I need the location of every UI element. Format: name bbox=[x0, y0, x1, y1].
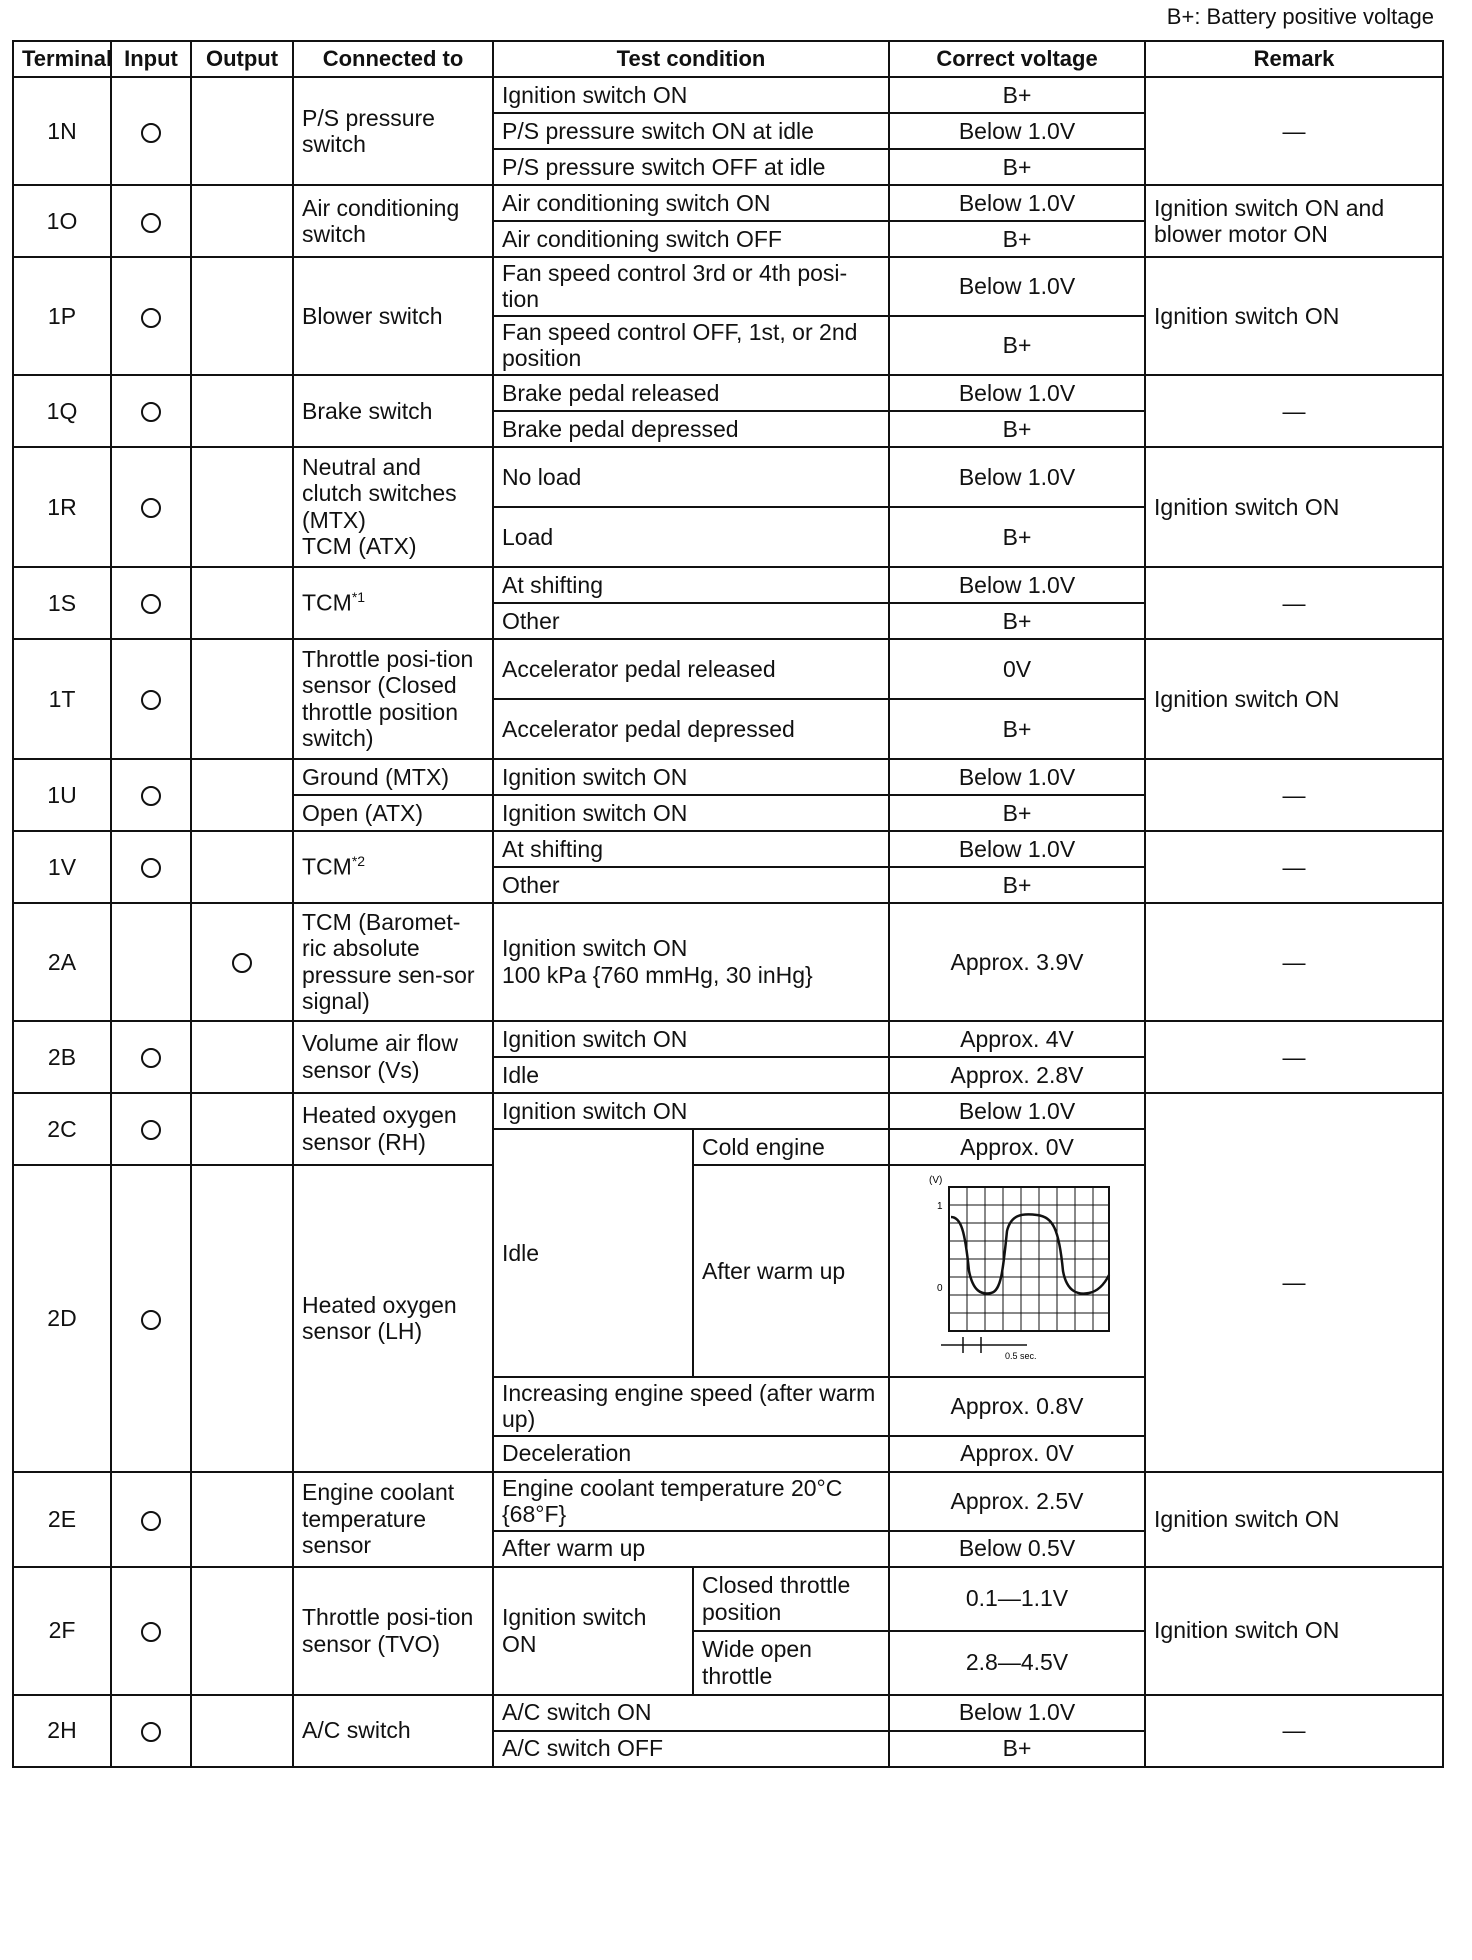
table-row bbox=[13, 1695, 1443, 1731]
input-mark bbox=[111, 1695, 191, 1767]
terminal-cell: 1P bbox=[13, 257, 111, 375]
voltage-cell: Below 1.0V bbox=[889, 759, 1145, 795]
voltage-cell: Below 0.5V bbox=[889, 1531, 1145, 1567]
connected-cell: P/S pressure switch bbox=[293, 77, 493, 185]
output-cell bbox=[191, 759, 293, 831]
remark-cell: — bbox=[1145, 1021, 1443, 1093]
remark-cell: — bbox=[1145, 77, 1443, 185]
header-remark: Remark bbox=[1145, 41, 1443, 77]
input-mark bbox=[111, 1021, 191, 1093]
output-cell bbox=[191, 257, 293, 375]
input-mark bbox=[111, 567, 191, 639]
table-row bbox=[13, 1472, 1443, 1531]
subcondition-cell: Wide open throttle bbox=[693, 1631, 889, 1695]
connected-cell: Volume air flow sensor (Vs) bbox=[293, 1021, 493, 1093]
connected-text: TCM bbox=[302, 853, 352, 880]
table-row bbox=[13, 1021, 1443, 1057]
table-row bbox=[13, 447, 1443, 507]
battery-voltage-note: B+: Battery positive voltage bbox=[1166, 4, 1434, 29]
input-cell bbox=[111, 903, 191, 1021]
input-mark bbox=[111, 759, 191, 831]
output-cell bbox=[191, 1567, 293, 1695]
table-row bbox=[13, 1093, 1443, 1129]
input-mark bbox=[111, 257, 191, 375]
input-mark bbox=[111, 375, 191, 447]
condition-cell: Brake pedal released bbox=[493, 375, 889, 411]
header-connected-to: Connected to bbox=[293, 41, 493, 77]
output-cell bbox=[191, 375, 293, 447]
condition-cell: Ignition switch ON bbox=[493, 1567, 693, 1695]
condition-cell: Ignition switch ON bbox=[493, 1093, 889, 1129]
condition-cell: Fan speed control 3rd or 4th posi-tion bbox=[493, 257, 889, 316]
terminal-cell: 1O bbox=[13, 185, 111, 257]
header-terminal: Terminal bbox=[13, 41, 111, 77]
remark-cell: Ignition switch ON bbox=[1145, 447, 1443, 567]
header-output: Output bbox=[191, 41, 293, 77]
condition-cell bbox=[493, 903, 889, 1021]
condition-cell: A/C switch OFF bbox=[493, 1731, 889, 1767]
condition-cell: Other bbox=[493, 603, 889, 639]
terminal-cell: 2C bbox=[13, 1093, 111, 1165]
terminal-cell: 1T bbox=[13, 639, 111, 759]
input-mark bbox=[111, 77, 191, 185]
connected-text: TCM bbox=[302, 589, 352, 616]
remark-cell: Ignition switch ON bbox=[1145, 1472, 1443, 1567]
footnote-mark: *1 bbox=[351, 589, 366, 606]
output-cell bbox=[191, 1093, 293, 1165]
condition-cell: Brake pedal depressed bbox=[493, 411, 889, 447]
output-cell bbox=[191, 1021, 293, 1093]
remark-cell: — bbox=[1145, 567, 1443, 639]
condition-cell: Other bbox=[493, 867, 889, 903]
connected-cell bbox=[293, 567, 493, 639]
voltage-cell: Approx. 0V bbox=[889, 1129, 1145, 1165]
table-row bbox=[13, 639, 1443, 699]
output-cell bbox=[191, 185, 293, 257]
output-cell bbox=[191, 447, 293, 567]
terminal-cell: 2A bbox=[13, 903, 111, 1021]
remark-cell: — bbox=[1145, 759, 1443, 831]
input-mark bbox=[111, 831, 191, 903]
condition-cell: P/S pressure switch OFF at idle bbox=[493, 149, 889, 185]
voltage-cell: Below 1.0V bbox=[889, 185, 1145, 221]
footnote-mark: *2 bbox=[351, 853, 366, 870]
condition-cell: Accelerator pedal depressed bbox=[493, 699, 889, 759]
condition-cell: Air conditioning switch ON bbox=[493, 185, 889, 221]
connected-cell: Heated oxygen sensor (RH) bbox=[293, 1093, 493, 1165]
remark-cell: Ignition switch ON bbox=[1145, 1567, 1443, 1695]
remark-cell: Ignition switch ON bbox=[1145, 639, 1443, 759]
voltage-cell: 0.1—1.1V bbox=[889, 1567, 1145, 1631]
voltage-cell: Approx. 0.8V bbox=[889, 1377, 1145, 1436]
connected-line: Neutral and clutch switches (MTX) bbox=[302, 453, 457, 533]
connected-cell: Ground (MTX) bbox=[293, 759, 493, 795]
voltage-cell: B+ bbox=[889, 867, 1145, 903]
voltage-cell: B+ bbox=[889, 603, 1145, 639]
terminal-cell: 1V bbox=[13, 831, 111, 903]
output-cell bbox=[191, 639, 293, 759]
voltage-cell: Approx. 2.8V bbox=[889, 1057, 1145, 1093]
header-correct-voltage: Correct voltage bbox=[889, 41, 1145, 77]
condition-cell: At shifting bbox=[493, 831, 889, 867]
remark-cell: Ignition switch ON bbox=[1145, 257, 1443, 375]
input-mark bbox=[111, 639, 191, 759]
input-mark bbox=[111, 1093, 191, 1165]
voltage-cell: 0V bbox=[889, 639, 1145, 699]
table-row bbox=[13, 759, 1443, 795]
connected-line: TCM (ATX) bbox=[302, 533, 417, 560]
connected-cell bbox=[293, 831, 493, 903]
connected-cell: A/C switch bbox=[293, 1695, 493, 1767]
connected-cell: Open (ATX) bbox=[293, 795, 493, 831]
terminal-cell: 1N bbox=[13, 77, 111, 185]
waveform-y-top-label: 1 bbox=[937, 1200, 943, 1212]
condition-cell: No load bbox=[493, 447, 889, 507]
connected-cell: Throttle posi-tion sensor (TVO) bbox=[293, 1567, 493, 1695]
terminal-cell: 1U bbox=[13, 759, 111, 831]
waveform-y-zero-label: 0 bbox=[937, 1282, 943, 1294]
subcondition-cell: Cold engine bbox=[693, 1129, 889, 1165]
remark-cell: — bbox=[1145, 1093, 1443, 1472]
voltage-cell: B+ bbox=[889, 149, 1145, 185]
header-input: Input bbox=[111, 41, 191, 77]
condition-cell: P/S pressure switch ON at idle bbox=[493, 113, 889, 149]
voltage-cell: 2.8—4.5V bbox=[889, 1631, 1145, 1695]
voltage-cell: Approx. 4V bbox=[889, 1021, 1145, 1057]
connected-cell: TCM (Baromet-ric absolute pressure sen-sor signal) bbox=[293, 903, 493, 1021]
waveform-grid bbox=[949, 1187, 1109, 1331]
condition-cell: After warm up bbox=[493, 1531, 889, 1567]
condition-cell: Fan speed control OFF, 1st, or 2nd position bbox=[493, 316, 889, 375]
terminal-cell: 1Q bbox=[13, 375, 111, 447]
condition-cell: Engine coolant temperature 20°C {68°F} bbox=[493, 1472, 889, 1531]
output-cell bbox=[191, 1165, 293, 1472]
voltage-cell: B+ bbox=[889, 699, 1145, 759]
condition-cell: Idle bbox=[493, 1129, 693, 1377]
table-row bbox=[13, 903, 1443, 1021]
output-cell bbox=[191, 77, 293, 185]
condition-cell: Ignition switch ON bbox=[493, 759, 889, 795]
input-mark bbox=[111, 1567, 191, 1695]
terminal-cell: 2F bbox=[13, 1567, 111, 1695]
table-row bbox=[13, 375, 1443, 411]
voltage-cell: Below 1.0V bbox=[889, 447, 1145, 507]
oxygen-sensor-waveform bbox=[917, 1171, 1117, 1371]
connected-cell bbox=[293, 447, 493, 567]
table-row bbox=[13, 77, 1443, 113]
voltage-cell: B+ bbox=[889, 1731, 1145, 1767]
remark-cell: Ignition switch ON and blower motor ON bbox=[1145, 185, 1443, 257]
waveform-cell bbox=[889, 1165, 1145, 1377]
subcondition-cell: Closed throttle position bbox=[693, 1567, 889, 1631]
voltage-cell: Approx. 0V bbox=[889, 1436, 1145, 1472]
table-row bbox=[13, 567, 1443, 603]
table-header-row bbox=[13, 41, 1443, 77]
waveform-time-label: 0.5 sec. bbox=[1005, 1350, 1037, 1361]
condition-line: 100 kPa {760 mmHg, 30 inHg} bbox=[502, 961, 813, 988]
voltage-cell: Approx. 2.5V bbox=[889, 1472, 1145, 1531]
voltage-cell: B+ bbox=[889, 795, 1145, 831]
terminal-cell: 2B bbox=[13, 1021, 111, 1093]
condition-cell: Accelerator pedal released bbox=[493, 639, 889, 699]
voltage-cell: Below 1.0V bbox=[889, 257, 1145, 316]
terminal-cell: 1S bbox=[13, 567, 111, 639]
condition-cell: Idle bbox=[493, 1057, 889, 1093]
condition-line: Ignition switch ON bbox=[502, 935, 688, 962]
voltage-cell: Approx. 3.9V bbox=[889, 903, 1145, 1021]
subcondition-cell: After warm up bbox=[693, 1165, 889, 1377]
condition-cell: Increasing engine speed (after warm up) bbox=[493, 1377, 889, 1436]
terminal-cell: 2E bbox=[13, 1472, 111, 1567]
input-mark bbox=[111, 1165, 191, 1472]
voltage-cell: Below 1.0V bbox=[889, 1695, 1145, 1731]
remark-cell: — bbox=[1145, 1695, 1443, 1767]
input-mark bbox=[111, 1472, 191, 1567]
condition-cell: Load bbox=[493, 507, 889, 567]
waveform-unit-label: (V) bbox=[929, 1174, 943, 1186]
voltage-cell: B+ bbox=[889, 221, 1145, 257]
connected-cell: Blower switch bbox=[293, 257, 493, 375]
connected-cell: Throttle posi-tion sensor (Closed throttle position switch) bbox=[293, 639, 493, 759]
terminal-cell: 2H bbox=[13, 1695, 111, 1767]
condition-cell: Deceleration bbox=[493, 1436, 889, 1472]
condition-cell: At shifting bbox=[493, 567, 889, 603]
remark-cell: — bbox=[1145, 375, 1443, 447]
table-row bbox=[13, 185, 1443, 221]
condition-cell: A/C switch ON bbox=[493, 1695, 889, 1731]
voltage-cell: B+ bbox=[889, 77, 1145, 113]
output-cell bbox=[191, 567, 293, 639]
output-cell bbox=[191, 831, 293, 903]
connected-cell: Air conditioning switch bbox=[293, 185, 493, 257]
voltage-cell: Below 1.0V bbox=[889, 831, 1145, 867]
condition-cell: Ignition switch ON bbox=[493, 77, 889, 113]
input-mark bbox=[111, 447, 191, 567]
condition-cell: Ignition switch ON bbox=[493, 1021, 889, 1057]
voltage-cell: Below 1.0V bbox=[889, 375, 1145, 411]
connected-cell: Engine coolant temperature sensor bbox=[293, 1472, 493, 1567]
terminal-cell: 2D bbox=[13, 1165, 111, 1472]
condition-cell: Air conditioning switch OFF bbox=[493, 221, 889, 257]
connected-cell: Heated oxygen sensor (LH) bbox=[293, 1165, 493, 1472]
voltage-cell: B+ bbox=[889, 316, 1145, 375]
output-cell bbox=[191, 1472, 293, 1567]
header-test-condition: Test condition bbox=[493, 41, 889, 77]
output-mark bbox=[191, 903, 293, 1021]
remark-cell: — bbox=[1145, 903, 1443, 1021]
condition-cell: Ignition switch ON bbox=[493, 795, 889, 831]
input-mark bbox=[111, 185, 191, 257]
voltage-cell: B+ bbox=[889, 411, 1145, 447]
connected-cell: Brake switch bbox=[293, 375, 493, 447]
output-cell bbox=[191, 1695, 293, 1767]
table-row bbox=[13, 257, 1443, 316]
terminal-voltage-table bbox=[12, 40, 1444, 1768]
voltage-cell: Below 1.0V bbox=[889, 567, 1145, 603]
remark-cell: — bbox=[1145, 831, 1443, 903]
voltage-cell: Below 1.0V bbox=[889, 113, 1145, 149]
terminal-cell: 1R bbox=[13, 447, 111, 567]
table-row bbox=[13, 831, 1443, 867]
table-row bbox=[13, 1567, 1443, 1631]
voltage-cell: Below 1.0V bbox=[889, 1093, 1145, 1129]
voltage-cell: B+ bbox=[889, 507, 1145, 567]
waveform-trace bbox=[951, 1214, 1109, 1293]
